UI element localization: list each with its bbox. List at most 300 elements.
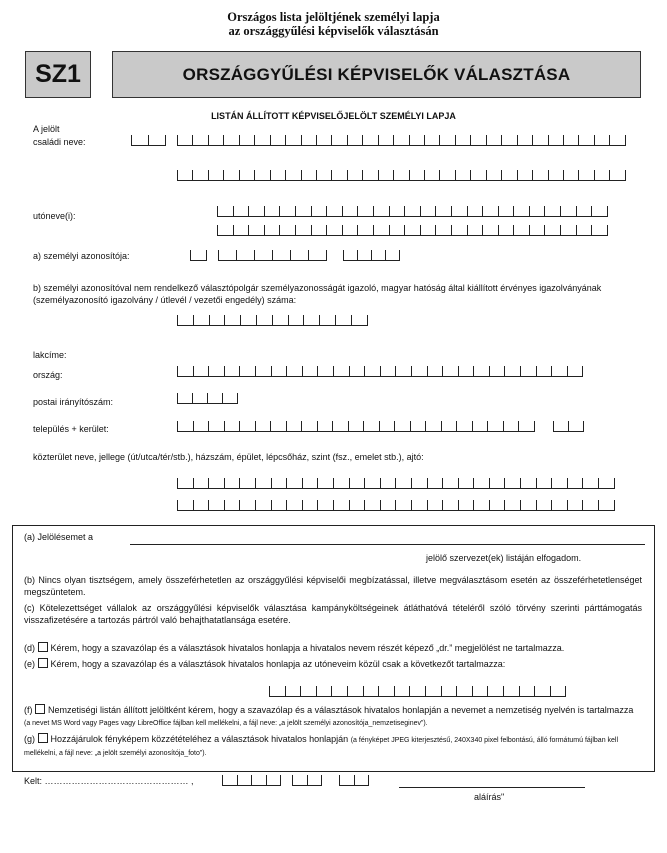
char-box[interactable] — [303, 478, 319, 488]
char-box[interactable] — [488, 686, 504, 696]
decl-e-checkbox[interactable] — [38, 658, 48, 668]
char-box[interactable] — [595, 170, 610, 180]
char-box[interactable] — [193, 135, 208, 145]
char-box[interactable] — [194, 500, 210, 510]
char-box[interactable] — [318, 500, 334, 510]
char-box[interactable] — [327, 225, 343, 235]
char-box[interactable] — [595, 135, 610, 145]
char-box[interactable] — [255, 135, 270, 145]
char-box[interactable] — [363, 170, 378, 180]
char-box[interactable] — [208, 393, 223, 403]
char-box[interactable] — [289, 315, 305, 325]
char-box[interactable] — [340, 775, 355, 785]
char-box[interactable] — [218, 206, 234, 216]
char-box[interactable] — [502, 170, 517, 180]
char-box[interactable] — [412, 366, 428, 376]
char-box[interactable] — [320, 315, 336, 325]
given-name-boxes-1[interactable] — [217, 206, 608, 217]
char-box[interactable] — [412, 478, 428, 488]
char-box[interactable] — [272, 366, 288, 376]
char-box[interactable] — [273, 315, 289, 325]
char-box[interactable] — [364, 421, 380, 431]
char-box[interactable] — [256, 421, 272, 431]
char-box[interactable] — [505, 500, 521, 510]
char-box[interactable] — [240, 421, 256, 431]
date-day-boxes[interactable] — [339, 775, 369, 786]
char-box[interactable] — [343, 225, 359, 235]
char-box[interactable] — [410, 135, 425, 145]
char-box[interactable] — [293, 775, 308, 785]
char-box[interactable] — [483, 206, 499, 216]
char-box[interactable] — [225, 478, 241, 488]
id-document-boxes[interactable] — [177, 315, 368, 326]
char-box[interactable] — [358, 250, 372, 260]
char-box[interactable] — [535, 686, 551, 696]
char-box[interactable] — [518, 170, 533, 180]
char-box[interactable] — [287, 421, 303, 431]
char-box[interactable] — [178, 393, 193, 403]
signature-line[interactable] — [399, 787, 585, 788]
char-box[interactable] — [178, 478, 194, 488]
char-box[interactable] — [286, 170, 301, 180]
char-box[interactable] — [405, 225, 421, 235]
date-month-boxes[interactable] — [292, 775, 322, 786]
char-box[interactable] — [488, 421, 504, 431]
street-boxes-1[interactable] — [177, 478, 615, 489]
char-box[interactable] — [194, 478, 210, 488]
char-box[interactable] — [332, 686, 348, 696]
char-box[interactable] — [302, 421, 318, 431]
char-box[interactable] — [577, 206, 593, 216]
char-box[interactable] — [272, 500, 288, 510]
char-box[interactable] — [224, 135, 239, 145]
char-box[interactable] — [178, 500, 194, 510]
char-box[interactable] — [436, 206, 452, 216]
char-box[interactable] — [405, 206, 421, 216]
char-box[interactable] — [568, 366, 584, 376]
char-box[interactable] — [271, 421, 287, 431]
char-box[interactable] — [436, 225, 452, 235]
char-box[interactable] — [255, 250, 273, 260]
char-box[interactable] — [317, 135, 332, 145]
char-box[interactable] — [308, 775, 323, 785]
char-box[interactable] — [410, 170, 425, 180]
char-box[interactable] — [379, 135, 394, 145]
char-box[interactable] — [352, 315, 368, 325]
char-box[interactable] — [252, 775, 267, 785]
char-box[interactable] — [474, 478, 490, 488]
char-box[interactable] — [380, 421, 396, 431]
char-box[interactable] — [358, 225, 374, 235]
char-box[interactable] — [440, 170, 455, 180]
char-box[interactable] — [332, 170, 347, 180]
char-box[interactable] — [459, 478, 475, 488]
char-box[interactable] — [443, 478, 459, 488]
char-box[interactable] — [333, 421, 349, 431]
char-box[interactable] — [350, 500, 366, 510]
char-box[interactable] — [334, 500, 350, 510]
char-box[interactable] — [365, 366, 381, 376]
char-box[interactable] — [296, 206, 312, 216]
char-box[interactable] — [443, 366, 459, 376]
char-box[interactable] — [490, 500, 506, 510]
char-box[interactable] — [533, 170, 548, 180]
postal-code-boxes[interactable] — [177, 393, 238, 404]
personal-id-boxes-c[interactable] — [343, 250, 400, 261]
char-box[interactable] — [240, 478, 256, 488]
char-box[interactable] — [610, 135, 625, 145]
char-box[interactable] — [474, 500, 490, 510]
char-box[interactable] — [374, 206, 390, 216]
district-boxes[interactable] — [553, 421, 584, 432]
char-box[interactable] — [394, 135, 409, 145]
char-box[interactable] — [552, 478, 568, 488]
char-box[interactable] — [240, 500, 256, 510]
char-box[interactable] — [473, 421, 489, 431]
char-box[interactable] — [505, 478, 521, 488]
char-box[interactable] — [396, 500, 412, 510]
char-box[interactable] — [191, 250, 207, 260]
char-box[interactable] — [457, 421, 473, 431]
char-box[interactable] — [234, 206, 250, 216]
char-box[interactable] — [381, 478, 397, 488]
char-box[interactable] — [194, 315, 210, 325]
char-box[interactable] — [568, 478, 584, 488]
family-name-boxes-2[interactable] — [177, 170, 626, 181]
char-box[interactable] — [396, 366, 412, 376]
char-box[interactable] — [487, 170, 502, 180]
char-box[interactable] — [487, 135, 502, 145]
char-box[interactable] — [240, 366, 256, 376]
char-box[interactable] — [473, 686, 489, 696]
char-box[interactable] — [468, 206, 484, 216]
char-box[interactable] — [210, 315, 226, 325]
char-box[interactable] — [545, 225, 561, 235]
char-box[interactable] — [564, 135, 579, 145]
char-box[interactable] — [610, 170, 625, 180]
char-box[interactable] — [280, 206, 296, 216]
char-box[interactable] — [363, 135, 378, 145]
char-box[interactable] — [194, 421, 210, 431]
char-box[interactable] — [312, 206, 328, 216]
decl-f-checkbox[interactable] — [35, 704, 45, 714]
char-box[interactable] — [530, 225, 546, 235]
char-box[interactable] — [396, 478, 412, 488]
char-box[interactable] — [249, 225, 265, 235]
char-box[interactable] — [309, 250, 327, 260]
char-box[interactable] — [379, 686, 395, 696]
char-box[interactable] — [425, 170, 440, 180]
char-box[interactable] — [440, 135, 455, 145]
char-box[interactable] — [301, 686, 317, 696]
char-box[interactable] — [521, 500, 537, 510]
personal-id-label: a) személyi azonosítója: — [33, 251, 130, 261]
personal-id-boxes-b[interactable] — [218, 250, 327, 261]
char-box[interactable] — [537, 500, 553, 510]
char-box[interactable] — [564, 170, 579, 180]
char-box[interactable] — [256, 366, 272, 376]
char-box[interactable] — [286, 135, 301, 145]
char-box[interactable] — [209, 421, 225, 431]
char-box[interactable] — [474, 366, 490, 376]
char-box[interactable] — [317, 686, 333, 696]
char-box[interactable] — [499, 225, 515, 235]
char-box[interactable] — [530, 206, 546, 216]
char-box[interactable] — [318, 421, 334, 431]
decl-d-checkbox[interactable] — [38, 642, 48, 652]
char-box[interactable] — [459, 366, 475, 376]
char-box[interactable] — [304, 315, 320, 325]
char-box[interactable] — [552, 500, 568, 510]
char-box[interactable] — [287, 478, 303, 488]
char-box[interactable] — [381, 500, 397, 510]
decl-g-checkbox[interactable] — [38, 733, 48, 743]
char-box[interactable] — [583, 478, 599, 488]
char-box[interactable] — [504, 686, 520, 696]
char-box[interactable] — [549, 170, 564, 180]
char-box[interactable] — [599, 478, 615, 488]
char-box[interactable] — [350, 478, 366, 488]
char-box[interactable] — [225, 500, 241, 510]
char-box[interactable] — [395, 421, 411, 431]
char-box[interactable] — [428, 366, 444, 376]
char-box[interactable] — [178, 366, 194, 376]
char-box[interactable] — [381, 366, 397, 376]
char-box[interactable] — [286, 686, 302, 696]
char-box[interactable] — [280, 225, 296, 235]
char-box[interactable] — [545, 206, 561, 216]
char-box[interactable] — [270, 686, 286, 696]
char-box[interactable] — [271, 170, 286, 180]
char-box[interactable] — [490, 366, 506, 376]
char-box[interactable] — [390, 206, 406, 216]
char-box[interactable] — [499, 206, 515, 216]
char-box[interactable] — [568, 500, 584, 510]
char-box[interactable] — [428, 478, 444, 488]
char-box[interactable] — [209, 478, 225, 488]
street-label: közterület neve, jellege (út/utca/tér/stb.), házszám, épület, lépcsőház, szint (fsz., emelet stb.), ajtó: — [33, 452, 424, 462]
char-box[interactable] — [471, 135, 486, 145]
given-name-choice-boxes[interactable] — [269, 686, 566, 697]
nominating-org-line[interactable] — [130, 544, 645, 545]
char-box[interactable] — [552, 366, 568, 376]
char-box[interactable] — [240, 170, 255, 180]
char-box[interactable] — [334, 478, 350, 488]
char-box[interactable] — [459, 500, 475, 510]
char-box[interactable] — [223, 775, 238, 785]
char-box[interactable] — [355, 775, 370, 785]
char-box[interactable] — [348, 135, 363, 145]
char-box[interactable] — [412, 500, 428, 510]
char-box[interactable] — [421, 225, 437, 235]
char-box[interactable] — [521, 366, 537, 376]
char-box[interactable] — [238, 775, 253, 785]
char-box[interactable] — [193, 393, 208, 403]
char-box[interactable] — [178, 421, 194, 431]
char-box[interactable] — [223, 393, 238, 403]
char-box[interactable] — [291, 250, 309, 260]
char-box[interactable] — [209, 366, 225, 376]
char-box[interactable] — [225, 366, 241, 376]
char-box[interactable] — [372, 250, 386, 260]
char-box[interactable] — [551, 686, 567, 696]
char-box[interactable] — [358, 206, 374, 216]
char-box[interactable] — [549, 135, 564, 145]
date-year-boxes[interactable] — [222, 775, 281, 786]
char-box[interactable] — [452, 206, 468, 216]
char-box[interactable] — [265, 206, 281, 216]
family-name-boxes-1[interactable] — [177, 135, 626, 146]
char-box[interactable] — [287, 366, 303, 376]
country-boxes[interactable] — [177, 366, 583, 377]
char-box[interactable] — [379, 170, 394, 180]
char-box[interactable] — [514, 206, 530, 216]
char-box[interactable] — [426, 421, 442, 431]
char-box[interactable] — [348, 686, 364, 696]
char-box[interactable] — [318, 366, 334, 376]
char-box[interactable] — [442, 421, 458, 431]
char-box[interactable] — [302, 135, 317, 145]
char-box[interactable] — [426, 686, 442, 696]
char-box[interactable] — [267, 775, 282, 785]
char-box[interactable] — [537, 478, 553, 488]
char-box[interactable] — [561, 225, 577, 235]
char-box[interactable] — [303, 366, 319, 376]
char-box[interactable] — [577, 225, 593, 235]
char-box[interactable] — [255, 170, 270, 180]
char-box[interactable] — [225, 315, 241, 325]
char-box[interactable] — [224, 170, 239, 180]
char-box[interactable] — [237, 250, 255, 260]
char-box[interactable] — [348, 170, 363, 180]
char-box[interactable] — [312, 225, 328, 235]
char-box[interactable] — [287, 500, 303, 510]
char-box[interactable] — [561, 206, 577, 216]
char-box[interactable] — [428, 500, 444, 510]
char-box[interactable] — [194, 366, 210, 376]
char-box[interactable] — [209, 500, 225, 510]
char-box[interactable] — [425, 135, 440, 145]
char-box[interactable] — [336, 315, 352, 325]
char-box[interactable] — [132, 135, 149, 145]
char-box[interactable] — [390, 225, 406, 235]
char-box[interactable] — [554, 421, 569, 431]
char-box[interactable] — [518, 135, 533, 145]
char-box[interactable] — [443, 500, 459, 510]
char-box[interactable] — [592, 206, 608, 216]
char-box[interactable] — [502, 135, 517, 145]
char-box[interactable] — [583, 500, 599, 510]
char-box[interactable] — [471, 170, 486, 180]
char-box[interactable] — [514, 225, 530, 235]
settlement-boxes[interactable] — [177, 421, 535, 432]
char-box[interactable] — [317, 170, 332, 180]
char-box[interactable] — [218, 225, 234, 235]
char-box[interactable] — [520, 686, 536, 696]
char-box[interactable] — [599, 500, 615, 510]
char-box[interactable] — [302, 170, 317, 180]
personal-id-box-a[interactable] — [190, 250, 207, 261]
char-box[interactable] — [296, 225, 312, 235]
char-box[interactable] — [256, 500, 272, 510]
char-box[interactable] — [349, 421, 365, 431]
char-box[interactable] — [149, 135, 166, 145]
char-box[interactable] — [394, 170, 409, 180]
form-subtitle: LISTÁN ÁLLÍTOTT KÉPVISELŐJELÖLT SZEMÉLYI LAPJA — [211, 111, 456, 121]
char-box[interactable] — [579, 170, 594, 180]
char-box[interactable] — [364, 686, 380, 696]
char-box[interactable] — [178, 315, 194, 325]
char-box[interactable] — [265, 225, 281, 235]
char-box[interactable] — [456, 170, 471, 180]
char-box[interactable] — [537, 366, 553, 376]
char-box[interactable] — [225, 421, 241, 431]
char-box[interactable] — [273, 250, 291, 260]
char-box[interactable] — [256, 478, 272, 488]
char-box[interactable] — [365, 500, 381, 510]
char-box[interactable] — [421, 206, 437, 216]
char-box[interactable] — [209, 170, 224, 180]
char-box[interactable] — [271, 135, 286, 145]
given-name-boxes-2[interactable] — [217, 225, 608, 236]
char-box[interactable] — [505, 366, 521, 376]
char-box[interactable] — [219, 250, 237, 260]
char-box[interactable] — [178, 135, 193, 145]
char-box[interactable] — [178, 170, 193, 180]
char-box[interactable] — [365, 478, 381, 488]
char-box[interactable] — [234, 225, 250, 235]
char-box[interactable] — [343, 206, 359, 216]
char-box[interactable] — [303, 500, 319, 510]
char-box[interactable] — [410, 686, 426, 696]
char-box[interactable] — [332, 135, 347, 145]
title-prefix-boxes[interactable] — [131, 135, 166, 146]
char-box[interactable] — [468, 225, 484, 235]
char-box[interactable] — [374, 225, 390, 235]
char-box[interactable] — [334, 366, 350, 376]
char-box[interactable] — [504, 421, 520, 431]
char-box[interactable] — [533, 135, 548, 145]
char-box[interactable] — [456, 135, 471, 145]
char-box[interactable] — [521, 478, 537, 488]
char-box[interactable] — [569, 421, 584, 431]
char-box[interactable] — [318, 478, 334, 488]
decl-d — [24, 642, 564, 654]
char-box[interactable] — [240, 135, 255, 145]
char-box[interactable] — [592, 225, 608, 235]
char-box[interactable] — [327, 206, 343, 216]
char-box[interactable] — [350, 366, 366, 376]
char-box[interactable] — [519, 421, 535, 431]
char-box[interactable] — [344, 250, 358, 260]
char-box[interactable] — [490, 478, 506, 488]
char-box[interactable] — [193, 170, 208, 180]
char-box[interactable] — [209, 135, 224, 145]
char-box[interactable] — [579, 135, 594, 145]
char-box[interactable] — [452, 225, 468, 235]
char-box[interactable] — [272, 478, 288, 488]
char-box[interactable] — [386, 250, 400, 260]
char-box[interactable] — [483, 225, 499, 235]
char-box[interactable] — [249, 206, 265, 216]
char-box[interactable] — [457, 686, 473, 696]
street-boxes-2[interactable] — [177, 500, 615, 511]
char-box[interactable] — [442, 686, 458, 696]
char-box[interactable] — [241, 315, 257, 325]
char-box[interactable] — [411, 421, 427, 431]
char-box[interactable] — [257, 315, 273, 325]
char-box[interactable] — [395, 686, 411, 696]
